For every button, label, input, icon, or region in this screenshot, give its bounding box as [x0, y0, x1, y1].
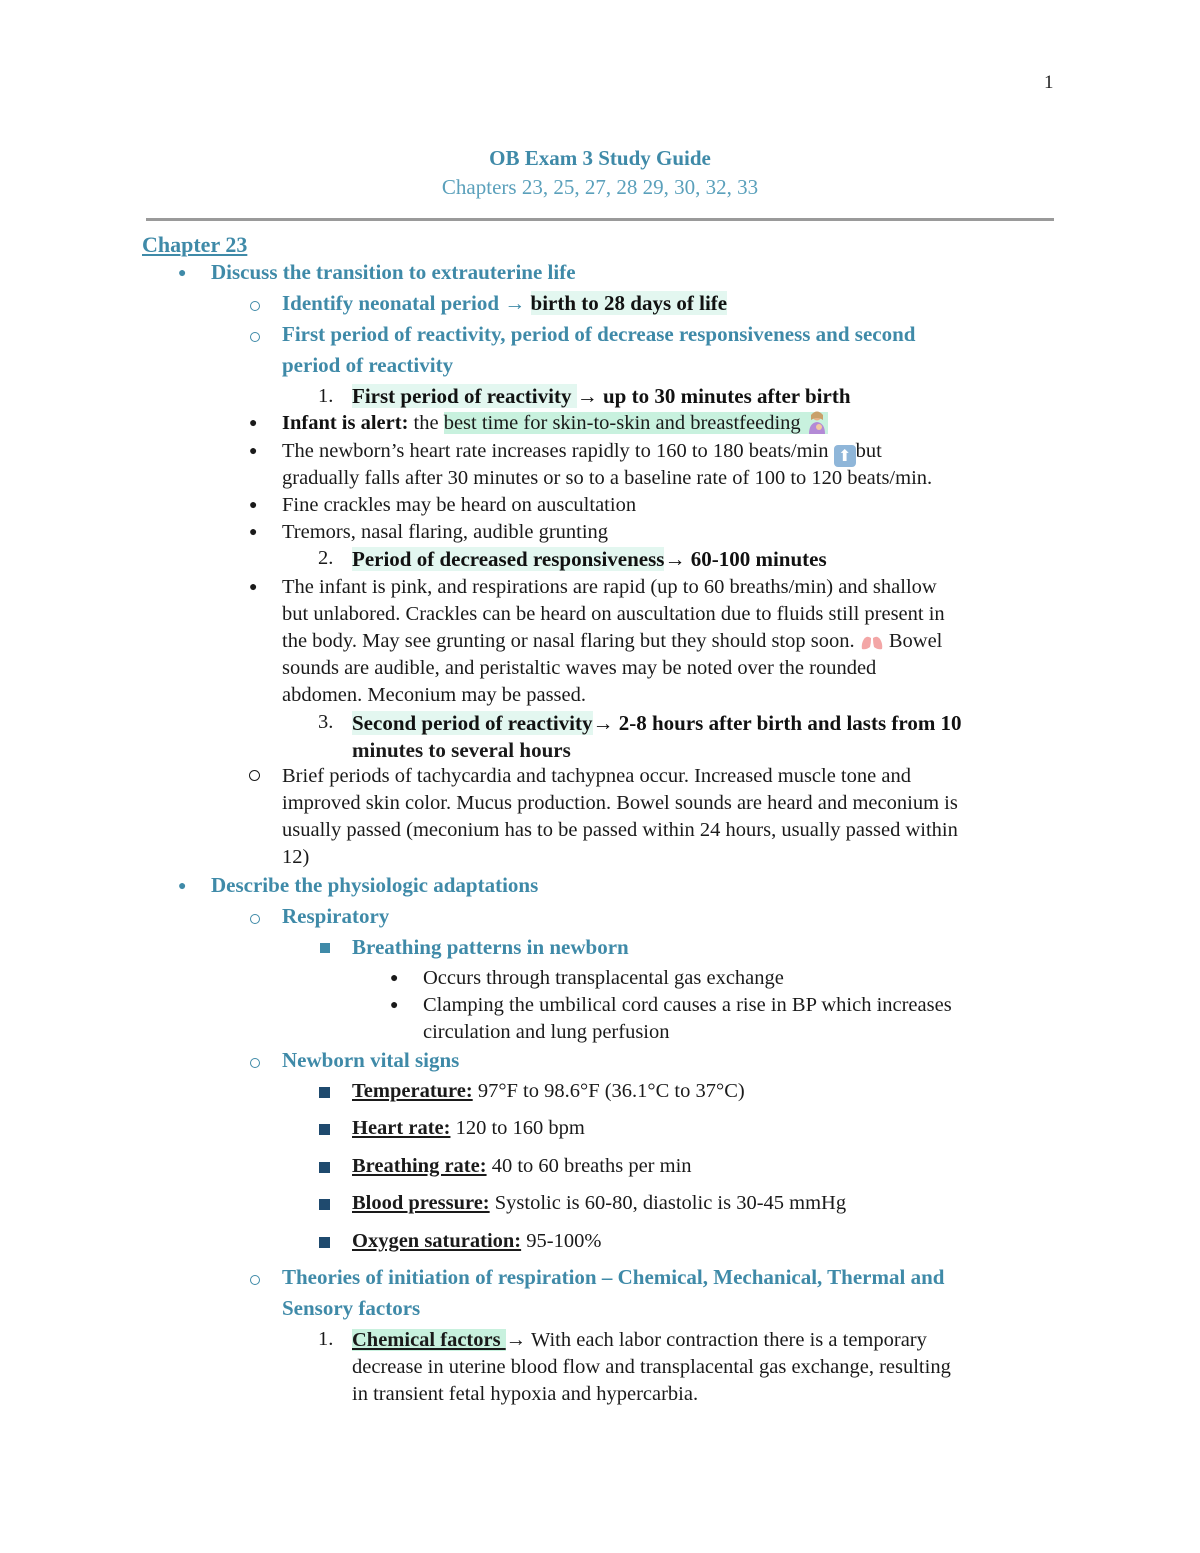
- vital-label: Oxygen saturation:: [352, 1230, 522, 1252]
- vital-oxygen-saturation: [352, 1228, 601, 1255]
- vital-value: 40 to 60 breaths per min: [486, 1155, 692, 1177]
- vital-value: 120 to 160 bpm: [450, 1117, 585, 1139]
- vital-label: Temperature:: [352, 1080, 473, 1102]
- chemical-factors-label: Chemical factors: [352, 1329, 506, 1351]
- heart-rate-line2: gradually falls after 30 minutes or so to a baseline rate of 100 to 120 beats/min.: [282, 467, 933, 489]
- bullet-icon: ●: [390, 971, 399, 986]
- hollow-bullet-icon: [250, 301, 260, 311]
- clamping-line1: Clamping the umbilical cord causes a rise in BP which increases: [423, 994, 952, 1016]
- reactivity-heading-line2: period of reactivity: [282, 353, 454, 377]
- chapter-heading: Chapter 23: [142, 232, 248, 257]
- brief-line4: 12): [282, 846, 310, 868]
- second-reactivity-value-line2: minutes to several hours: [352, 738, 571, 762]
- horizontal-rule: [146, 218, 1054, 221]
- pink-line2: but unlabored. Crackles can be heard on auscultation due to fluids still present in: [282, 603, 945, 625]
- square-bullet-icon: [319, 1237, 330, 1248]
- pink-line3-bowel: Bowel: [883, 630, 943, 652]
- occurs-item: Occurs through transplacental gas exchange: [423, 967, 784, 989]
- bullet-icon: ●: [249, 444, 258, 459]
- square-bullet-icon: [319, 1087, 330, 1098]
- neonatal-value: birth to 28 days of life: [530, 291, 728, 315]
- pink-line3: [282, 628, 942, 655]
- pink-line4: sounds are audible, and peristaltic waves may be noted over the rounded: [282, 657, 877, 679]
- neonatal-label: Identify neonatal period →: [282, 291, 531, 315]
- list-number: 2.: [318, 547, 334, 569]
- pink-line1: The infant is pink, and respirations are rapid (up to 60 breaths/min) and shallow: [282, 576, 937, 598]
- vital-label: Breathing rate:: [352, 1155, 487, 1177]
- bullet-icon: ●: [178, 266, 187, 281]
- infant-alert-highlight: best time for skin-to-skin and breastfeeding: [443, 412, 806, 434]
- bullet-icon: ●: [178, 879, 187, 894]
- theories-heading-line1: Theories of initiation of respiration – Chemical, Mechanical, Thermal and: [282, 1265, 945, 1289]
- breathing-patterns-heading: Breathing patterns in newborn: [352, 935, 629, 959]
- reactivity-heading-line1: First period of reactivity, period of decrease responsiveness and second: [282, 322, 916, 346]
- section-heading-adaptations: Describe the physiologic adaptations: [211, 873, 539, 897]
- first-period-item: [352, 383, 851, 410]
- vital-heart-rate: [352, 1115, 585, 1142]
- square-bullet-icon: [319, 1162, 330, 1173]
- section-heading-transition: Discuss the transition to extrauterine life: [211, 260, 576, 284]
- first-period-value: → up to 30 minutes after birth: [576, 384, 851, 408]
- heart-rate-text-b: but: [855, 440, 882, 462]
- brief-line1: Brief periods of tachycardia and tachypnea occur. Increased muscle tone and: [282, 765, 911, 787]
- document-title: OB Exam 3 Study Guide: [489, 146, 711, 170]
- square-bullet-icon: [319, 1124, 330, 1135]
- list-number: 1.: [318, 385, 334, 407]
- pink-line3-text: the body. May see grunting or nasal flaring but they should stop soon.: [282, 630, 860, 652]
- bullet-icon: ●: [249, 580, 258, 595]
- second-reactivity-label: Second period of reactivity: [352, 711, 593, 735]
- list-number: 3.: [318, 711, 334, 733]
- pink-line5: abdomen. Meconium may be passed.: [282, 684, 587, 706]
- heart-rate-line1: [282, 438, 882, 467]
- arrow-up-icon: ⬆: [834, 445, 856, 467]
- second-reactivity-value: → 2-8 hours after birth and lasts from 10: [592, 711, 962, 735]
- theories-heading-line2: Sensory factors: [282, 1296, 421, 1320]
- lungs-icon: [860, 629, 884, 651]
- vital-label: Blood pressure:: [352, 1192, 490, 1214]
- chemical-factors-line2: decrease in uterine blood flow and transplacental gas exchange, resulting: [352, 1356, 951, 1378]
- square-bullet-icon: [319, 1199, 330, 1210]
- hollow-bullet-icon: [250, 332, 260, 342]
- bullet-icon: ●: [390, 998, 399, 1013]
- decreased-responsiveness-value: → 60-100 minutes: [664, 547, 827, 571]
- list-number: 1.: [318, 1328, 334, 1350]
- brief-line2: improved skin color. Mucus production. Bowel sounds are heard and meconium is: [282, 792, 958, 814]
- bullet-icon: ●: [249, 416, 258, 431]
- hollow-bullet-icon: [250, 1058, 260, 1068]
- bullet-icon: ●: [249, 498, 258, 513]
- chemical-factors-line1: [352, 1327, 927, 1354]
- infant-alert-item: [282, 410, 828, 437]
- vital-label: Heart rate:: [352, 1117, 451, 1139]
- vital-value: 95-100%: [521, 1230, 602, 1252]
- vital-value: 97°F to 98.6°F (36.1°C to 37°C): [472, 1080, 745, 1102]
- page-number: 1: [1044, 72, 1054, 93]
- neonatal-period-item: [282, 291, 727, 316]
- chemical-factors-text: → With each labor contraction there is a temporary: [505, 1329, 927, 1351]
- brief-line3: usually passed (meconium has to be passed within 24 hours, usually passed within: [282, 819, 958, 841]
- vital-value: Systolic is 60-80, diastolic is 30-45 mmHg: [489, 1192, 847, 1214]
- vital-breathing-rate: [352, 1153, 692, 1180]
- infant-alert-pre: the: [413, 412, 444, 434]
- square-bullet-icon: [320, 943, 330, 953]
- bullet-icon: ●: [249, 525, 258, 540]
- hollow-bullet-icon: [249, 770, 260, 781]
- heart-rate-text: The newborn’s heart rate increases rapidly to 160 to 180 beats/min: [282, 440, 834, 462]
- tremors-item: Tremors, nasal flaring, audible grunting: [282, 521, 609, 543]
- third-period-item: [352, 710, 962, 737]
- document-subtitle: Chapters 23, 25, 27, 28 29, 30, 32, 33: [441, 175, 759, 199]
- vital-temperature: [352, 1078, 745, 1105]
- hollow-bullet-icon: [250, 1275, 260, 1285]
- breastfeeding-icon: [806, 412, 828, 434]
- decreased-responsiveness-label: Period of decreased responsiveness: [352, 547, 665, 571]
- vital-blood-pressure: [352, 1190, 846, 1217]
- first-period-label: First period of reactivity: [352, 384, 577, 408]
- infant-alert-label: Infant is alert:: [282, 412, 414, 434]
- respiratory-heading: Respiratory: [282, 904, 390, 928]
- vital-signs-heading: Newborn vital signs: [282, 1048, 460, 1072]
- clamping-line2: circulation and lung perfusion: [423, 1021, 670, 1043]
- hollow-bullet-icon: [250, 914, 260, 924]
- second-period-item: [352, 546, 827, 573]
- chemical-factors-line3: in transient fetal hypoxia and hypercarbia.: [352, 1383, 699, 1405]
- crackles-item: Fine crackles may be heard on auscultation: [282, 494, 637, 516]
